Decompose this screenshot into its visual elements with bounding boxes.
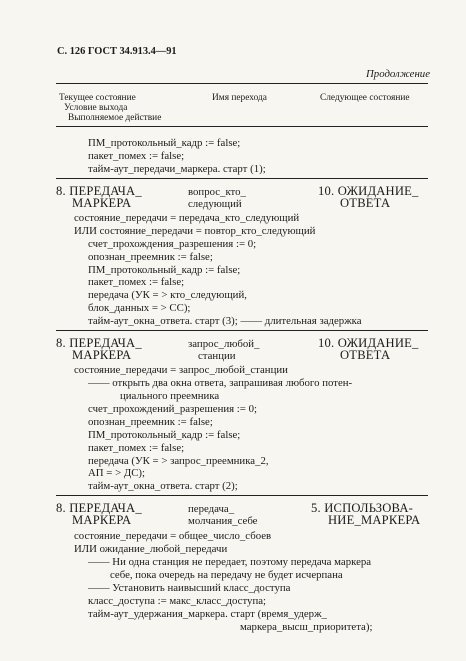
current-state: 8. ПЕРЕДАЧА_ — [56, 336, 142, 350]
current-state: 8. ПЕРЕДАЧА_ — [56, 501, 142, 515]
action-line: класс_доступа := макс_класс_доступа; — [88, 595, 267, 607]
action-line: маркера_высш_приоритета); — [240, 621, 373, 633]
top-rule — [56, 83, 428, 84]
transition-name: передача_ — [188, 503, 235, 515]
action-line: передача (УК = > кто_следующий, — [88, 289, 247, 301]
transition-name: молчания_себе — [188, 515, 258, 527]
next-state: 10. ОЖИДАНИЕ_ — [318, 184, 419, 198]
exit-condition: ИЛИ ожидание_любой_передачи — [74, 543, 228, 555]
action-line: пакет_помех := false; — [88, 442, 185, 454]
comment-line: —— Ни одна станция не передает, поэтому передача маркера — [88, 556, 372, 568]
transition-name: запрос_любой_ — [188, 338, 260, 350]
action-line: АП = > ДС); — [88, 467, 146, 479]
current-state: МАРКЕРА — [72, 513, 132, 527]
comment-line: себе, пока очередь на передачу не будет исчерпана — [110, 569, 343, 581]
header-rule — [56, 126, 428, 127]
action-line: счет_прохождения_разрешения := 0; — [88, 238, 257, 250]
action-line: ПМ_протокольный_кадр := false; — [88, 429, 241, 441]
action-line: ПМ_протокольный_кадр := false; — [88, 137, 241, 149]
comment-line: —— Установить наивысший класс_доступа — [88, 582, 291, 594]
current-state: 8. ПЕРЕДАЧА_ — [56, 184, 142, 198]
column-header-next-state: Следующее состояние — [320, 93, 410, 103]
action-line: опознан_преемник := false; — [88, 251, 213, 263]
comment-line: циального преемника — [120, 390, 220, 402]
exit-condition: состояние_передачи = передача_кто_следующий — [74, 212, 300, 224]
continuation-label: Продолжение — [366, 68, 430, 80]
next-state: ОТВЕТА — [340, 196, 391, 210]
comment-line: —— открыть два окна ответа, запрашивая любого потен- — [88, 377, 353, 389]
next-state: 5. ИСПОЛЬЗОВА- — [311, 501, 414, 515]
action-line: пакет_помех := false; — [88, 276, 185, 288]
exit-condition: состояние_передачи = запрос_любой_станции — [74, 364, 288, 376]
column-header-current-state: Текущее состояние — [59, 93, 136, 103]
action-line: тайм-аут_окна_ответа. старт (2); — [88, 480, 238, 492]
exit-condition: ИЛИ состояние_передачи = повтор_кто_следующий — [74, 225, 316, 237]
next-state: НИЕ_МАРКЕРА — [328, 513, 421, 527]
current-state: МАРКЕРА — [72, 348, 132, 362]
transition-name: следующий — [188, 198, 242, 210]
current-state: МАРКЕРА — [72, 196, 132, 210]
action-line: блок_данных = > СС); — [88, 302, 191, 314]
block-rule — [56, 178, 428, 179]
action-line: тайм-аут_удержания_маркера. старт (время_удерж_ — [88, 608, 327, 620]
action-line: ПМ_протокольный_кадр := false; — [88, 264, 241, 276]
transition-name: вопрос_кто_ — [188, 186, 246, 198]
page-reference: С. 126 ГОСТ 34.913.4—91 — [57, 46, 177, 57]
block-rule — [56, 330, 428, 331]
column-header-exit-condition: Условие выхода — [64, 103, 128, 113]
next-state: ОТВЕТА — [340, 348, 391, 362]
transition-name: станции — [198, 350, 236, 362]
action-line: передача (УК = > запрос_преемника_2, — [88, 455, 269, 467]
next-state: 10. ОЖИДАНИЕ_ — [318, 336, 419, 350]
action-line: опознан_преемник := false; — [88, 416, 213, 428]
action-line: тайм-аут_окна_ответа. старт (3); —— длительная задержка — [88, 315, 362, 327]
action-line: пакет_помех := false; — [88, 150, 185, 162]
action-line: счет_прохождений_разрешения := 0; — [88, 403, 257, 415]
action-line: тайм-аут_передачи_маркера. старт (1); — [88, 163, 266, 175]
column-header-transition-name: Имя перехода — [212, 93, 267, 103]
column-header-action: Выполняемое действие — [68, 113, 162, 123]
exit-condition: состояние_передачи = общее_число_сбоев — [74, 530, 272, 542]
block-rule — [56, 495, 428, 496]
